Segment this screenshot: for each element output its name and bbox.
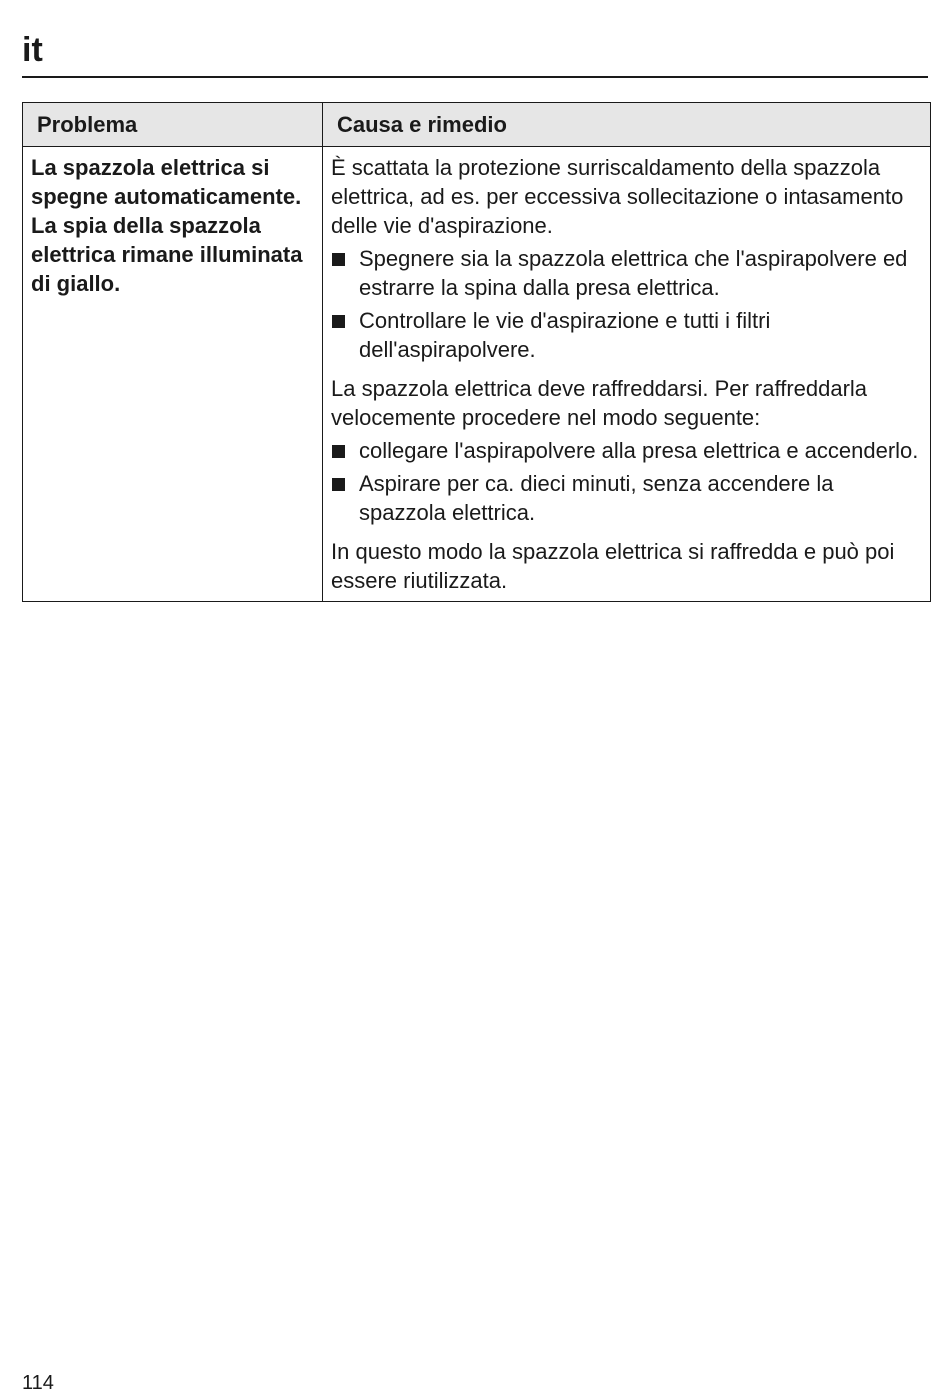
list-item bbox=[331, 469, 920, 527]
page-number: 114 bbox=[22, 1372, 54, 1392]
step-list bbox=[331, 244, 920, 364]
remedy-text: È scattata la protezione surriscaldamento della spazzola elettrica, ad es. per eccessiva sollecitazione o intasamento delle vie d'aspirazione. bbox=[331, 155, 904, 238]
square-bullet-icon bbox=[332, 445, 345, 458]
header-rule bbox=[22, 76, 928, 78]
table-row bbox=[23, 147, 931, 602]
step-text: Controllare le vie d'aspirazione e tutti i filtri dell'aspirapolvere. bbox=[359, 308, 771, 362]
step-text: Aspirare per ca. dieci minuti, senza accendere la spazzola elettrica. bbox=[359, 471, 834, 525]
problem-cell: La spazzola elettrica si spegne automaticamente. La spia della spazzola elettrica rimane illuminata di giallo. bbox=[23, 147, 323, 602]
square-bullet-icon bbox=[332, 253, 345, 266]
column-header-problem: Problema bbox=[23, 103, 323, 147]
step-text: Spegnere sia la spazzola elettrica che l'aspirapolvere ed estrarre la spina dalla presa elettrica. bbox=[359, 246, 908, 300]
list-item bbox=[331, 436, 920, 465]
language-code: it bbox=[22, 31, 43, 69]
list-item bbox=[331, 306, 920, 364]
step-list bbox=[331, 436, 920, 527]
remedy-block-2 bbox=[331, 374, 920, 527]
square-bullet-icon bbox=[332, 315, 345, 328]
remedy-text: La spazzola elettrica deve raffreddarsi. Per raffreddarla velocemente procedere nel modo seguente: bbox=[331, 376, 868, 430]
step-text: collegare l'aspirapolvere alla presa elettrica e accenderlo. bbox=[359, 438, 919, 463]
table-header-row bbox=[23, 103, 931, 147]
remedy-closing: In questo modo la spazzola elettrica si raffredda e può poi essere riutilizzata. bbox=[331, 539, 895, 593]
troubleshooting-table bbox=[22, 102, 931, 602]
list-item bbox=[331, 244, 920, 302]
remedy-cell bbox=[323, 147, 931, 602]
square-bullet-icon bbox=[332, 478, 345, 491]
remedy-block-1 bbox=[331, 153, 920, 364]
column-header-remedy: Causa e rimedio bbox=[323, 103, 931, 147]
